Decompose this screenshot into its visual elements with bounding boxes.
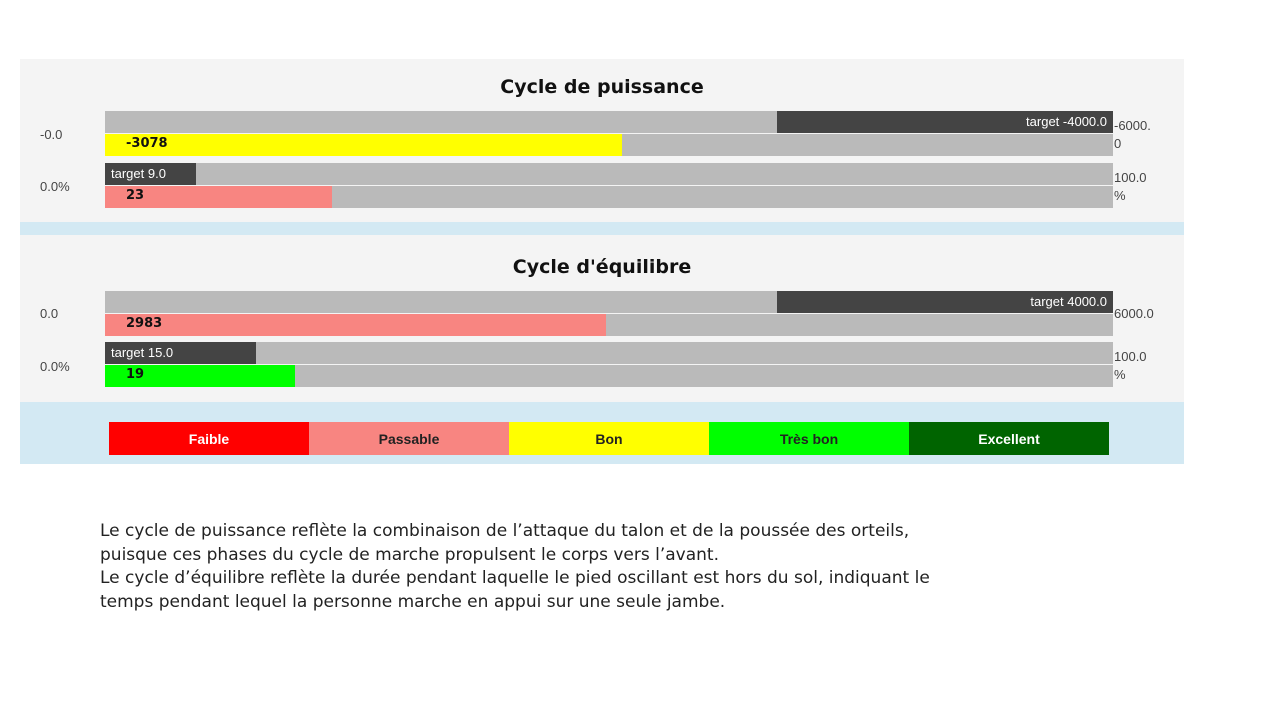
balance-cycle-panel	[20, 235, 1184, 402]
caption-line-4: temps pendant lequel la personne marche en appui sur une seule jambe.	[100, 591, 726, 612]
balance-cycle-min-label: 0.0	[40, 306, 59, 321]
legend-item-tres-bon	[709, 422, 909, 455]
legend-strip	[20, 402, 1184, 464]
power-cycle-max-top: -6000.	[1114, 118, 1151, 133]
balance-cycle-max-top: 6000.0	[1114, 306, 1154, 321]
legend-label-faible: Faible	[188, 430, 230, 447]
caption-line-2: puisque ces phases du cycle de marche propulsent le corps vers l’avant.	[100, 544, 720, 565]
balance-cycle-value: 2983	[126, 316, 163, 331]
balance-cycle-pct-min-label: 0.0%	[40, 359, 70, 374]
balance-cycle-pct-target-marker: target 15.0	[105, 342, 256, 364]
power-cycle-pct-max-label	[1114, 169, 1147, 205]
power-cycle-pct-target-marker: target 9.0	[105, 163, 196, 185]
legend-item-faible	[109, 422, 309, 455]
power-cycle-pct-value: 23	[126, 188, 145, 203]
balance-cycle-target-track	[105, 291, 1113, 313]
balance-cycle-pct-value: 19	[126, 367, 145, 382]
power-cycle-value-fill	[105, 134, 622, 156]
legend-item-excellent	[909, 422, 1109, 455]
legend-label-tres-bon: Très bon	[779, 430, 839, 447]
power-cycle-pct-min-label: 0.0%	[40, 179, 70, 194]
balance-cycle-title: Cycle d'équilibre	[512, 256, 692, 278]
power-cycle-target-marker: target -4000.0	[777, 111, 1113, 133]
power-cycle-panel	[20, 59, 1184, 222]
legend-label-excellent: Excellent	[978, 430, 1040, 447]
caption-line-3: Le cycle d’équilibre reflète la durée pendant laquelle le pied oscillant est hors du sol, indiquant le	[100, 568, 930, 588]
caption-line-1: Le cycle de puissance reflète la combinaison de l’attaque du talon et de la poussée des orteils,	[100, 521, 910, 541]
power-cycle-max-label	[1114, 117, 1151, 153]
balance-cycle-pct-value-track	[105, 365, 1113, 387]
power-cycle-max-bottom: 0	[1114, 136, 1122, 151]
power-cycle-value-track	[105, 134, 1113, 156]
balance-cycle-value-track	[105, 314, 1113, 336]
power-cycle-pct-max-top: 100.0	[1114, 170, 1147, 185]
balance-cycle-pct-max-label	[1114, 348, 1147, 384]
explanation-caption	[100, 520, 1200, 614]
power-cycle-target-track	[105, 111, 1113, 133]
balance-cycle-max-label	[1114, 305, 1154, 323]
legend-item-passable	[309, 422, 509, 455]
balance-cycle-target-marker: target 4000.0	[777, 291, 1113, 313]
power-cycle-title: Cycle de puissance	[500, 76, 704, 98]
power-cycle-pct-target-track	[105, 163, 1113, 185]
power-cycle-min-label: -0.0	[40, 127, 63, 142]
legend-label-bon: Bon	[595, 430, 623, 447]
power-cycle-value: -3078	[126, 136, 168, 151]
legend-item-bon	[509, 422, 709, 455]
balance-cycle-pct-max-top: 100.0	[1114, 349, 1147, 364]
panel-separator	[20, 222, 1184, 235]
balance-cycle-pct-max-bottom: %	[1114, 367, 1126, 382]
power-cycle-pct-max-bottom: %	[1114, 188, 1126, 203]
balance-cycle-value-fill	[105, 314, 606, 336]
legend-label-passable: Passable	[378, 430, 440, 447]
balance-cycle-pct-target-track	[105, 342, 1113, 364]
power-cycle-pct-value-track	[105, 186, 1113, 208]
